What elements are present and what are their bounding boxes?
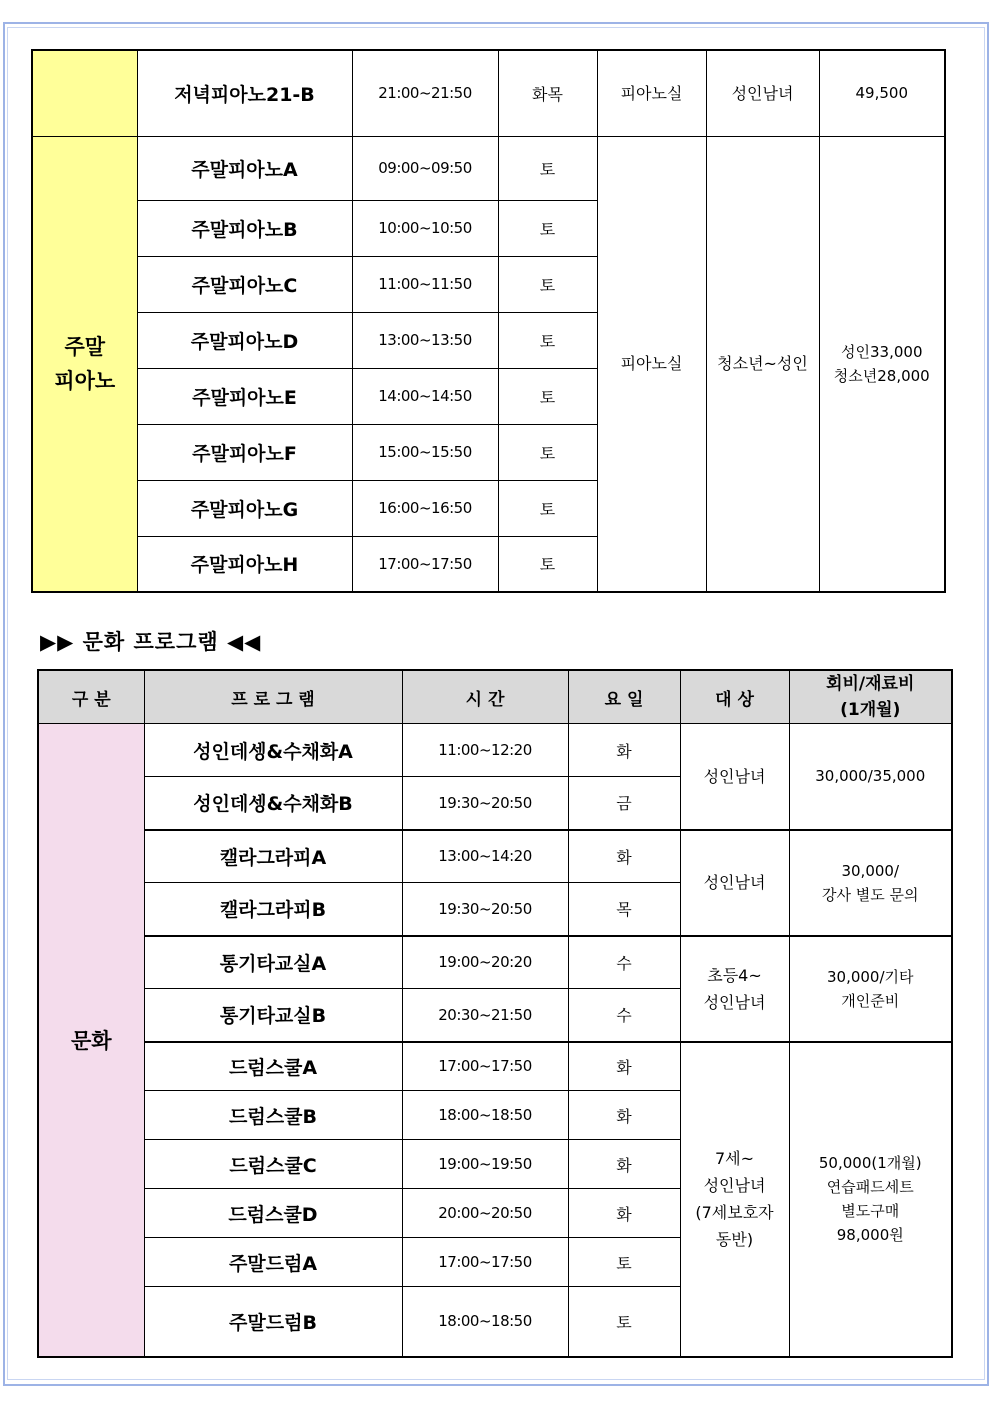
table-row	[38, 936, 952, 989]
program-name: 캘라그라피A	[144, 830, 402, 883]
time-cell: 19:00~19:50	[402, 1140, 568, 1189]
day-cell: 화	[568, 724, 680, 777]
program-name: 저녁피아노21-B	[137, 50, 352, 136]
section-title: ▶▶ 문화 프로그램 ◀◀	[40, 630, 262, 654]
program-name: 드럼스쿨A	[144, 1042, 402, 1091]
time-cell: 14:00~14:50	[352, 368, 498, 424]
program-name: 주말피아노D	[137, 312, 352, 368]
culture-program-table	[37, 669, 953, 1358]
target-cell: 성인남녀	[680, 724, 789, 830]
time-cell: 18:00~18:50	[402, 1287, 568, 1357]
day-cell: 토	[568, 1287, 680, 1357]
time-cell: 17:00~17:50	[402, 1238, 568, 1287]
category-cell: 문화	[38, 724, 144, 1357]
day-cell: 토	[568, 1238, 680, 1287]
program-name: 드럼스쿨B	[144, 1091, 402, 1140]
program-name: 드럼스쿨D	[144, 1189, 402, 1238]
day-cell: 토	[498, 536, 597, 592]
room-cell: 피아노실	[597, 136, 706, 592]
day-cell: 화목	[498, 50, 597, 136]
day-cell: 화	[568, 1042, 680, 1091]
time-cell: 19:30~20:50	[402, 883, 568, 936]
table-row	[32, 136, 945, 200]
program-name: 주말피아노E	[137, 368, 352, 424]
time-cell: 09:00~09:50	[352, 136, 498, 200]
time-cell: 13:00~13:50	[352, 312, 498, 368]
fee-cell: 30,000/ 강사 별도 문의	[789, 830, 952, 936]
time-cell: 18:00~18:50	[402, 1091, 568, 1140]
day-cell: 화	[568, 1091, 680, 1140]
time-cell: 21:00~21:50	[352, 50, 498, 136]
day-cell: 수	[568, 989, 680, 1042]
day-cell: 화	[568, 1140, 680, 1189]
target-cell: 청소년~성인	[706, 136, 819, 592]
category-cell	[32, 50, 137, 136]
day-cell: 토	[498, 136, 597, 200]
program-name: 성인데셍&수채화A	[144, 724, 402, 777]
day-cell: 토	[498, 200, 597, 256]
time-cell: 16:00~16:50	[352, 480, 498, 536]
header-fee: 회비/재료비 (1개월)	[789, 670, 952, 724]
program-name: 통기타교실B	[144, 989, 402, 1042]
fee-cell: 30,000/35,000	[789, 724, 952, 830]
target-cell: 초등4~ 성인남녀	[680, 936, 789, 1042]
day-cell: 화	[568, 1189, 680, 1238]
category-cell: 주말 피아노	[32, 136, 137, 592]
fee-cell: 30,000/기타 개인준비	[789, 936, 952, 1042]
header-program: 프 로 그 램	[144, 670, 402, 724]
day-cell: 토	[498, 480, 597, 536]
piano-schedule-table	[31, 49, 946, 593]
program-name: 주말피아노A	[137, 136, 352, 200]
program-name: 주말드럼A	[144, 1238, 402, 1287]
time-cell: 19:00~20:20	[402, 936, 568, 989]
day-cell: 목	[568, 883, 680, 936]
time-cell: 19:30~20:50	[402, 777, 568, 830]
program-name: 주말피아노B	[137, 200, 352, 256]
program-name: 주말피아노G	[137, 480, 352, 536]
header-target: 대 상	[680, 670, 789, 724]
fee-cell: 50,000(1개월) 연습패드세트 별도구매 98,000원	[789, 1042, 952, 1357]
target-cell: 성인남녀	[680, 830, 789, 936]
time-cell: 10:00~10:50	[352, 200, 498, 256]
table-row	[38, 830, 952, 883]
program-name: 주말피아노H	[137, 536, 352, 592]
table-row	[32, 50, 945, 136]
program-name: 주말피아노C	[137, 256, 352, 312]
time-cell: 13:00~14:20	[402, 830, 568, 883]
target-cell: 7세~ 성인남녀 (7세보호자 동반)	[680, 1042, 789, 1357]
time-cell: 15:00~15:50	[352, 424, 498, 480]
fee-cell: 49,500	[819, 50, 945, 136]
fee-cell: 성인33,000 청소년28,000	[819, 136, 945, 592]
day-cell: 토	[498, 424, 597, 480]
room-cell: 피아노실	[597, 50, 706, 136]
time-cell: 20:30~21:50	[402, 989, 568, 1042]
header-row	[38, 670, 952, 724]
day-cell: 금	[568, 777, 680, 830]
time-cell: 11:00~12:20	[402, 724, 568, 777]
day-cell: 화	[568, 830, 680, 883]
time-cell: 20:00~20:50	[402, 1189, 568, 1238]
table-row	[38, 1042, 952, 1091]
program-name: 주말피아노F	[137, 424, 352, 480]
program-name: 통기타교실A	[144, 936, 402, 989]
time-cell: 17:00~17:50	[402, 1042, 568, 1091]
program-name: 드럼스쿨C	[144, 1140, 402, 1189]
program-name: 주말드럼B	[144, 1287, 402, 1357]
day-cell: 토	[498, 256, 597, 312]
program-name: 성인데셍&수채화B	[144, 777, 402, 830]
target-cell: 성인남녀	[706, 50, 819, 136]
day-cell: 수	[568, 936, 680, 989]
table-row	[38, 724, 952, 777]
header-day: 요 일	[568, 670, 680, 724]
time-cell: 17:00~17:50	[352, 536, 498, 592]
day-cell: 토	[498, 368, 597, 424]
day-cell: 토	[498, 312, 597, 368]
header-time: 시 간	[402, 670, 568, 724]
time-cell: 11:00~11:50	[352, 256, 498, 312]
program-name: 캘라그라피B	[144, 883, 402, 936]
header-category: 구 분	[38, 670, 144, 724]
